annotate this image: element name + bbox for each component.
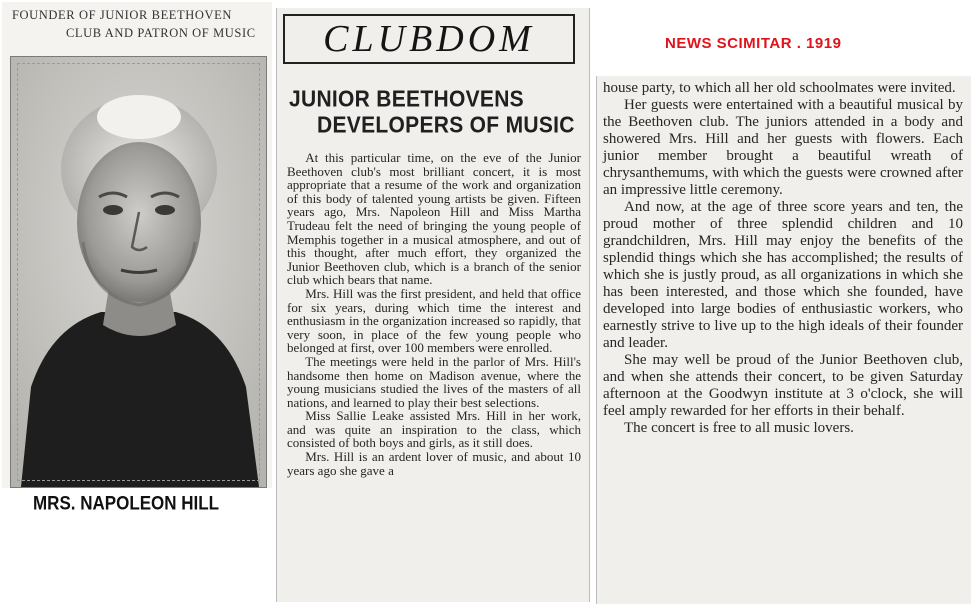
article-paragraph: Mrs. Hill is an ardent lover of music, and about 10 years ago she gave a — [287, 449, 581, 478]
masthead-title: CLUBDOM — [323, 18, 535, 60]
continued-paragraph: And now, at the age of three score years and ten, the proud mother of three splendid children and 10 grandchildren, Mrs. Hill may enjoy the benefits of the splendid things which she has accomplished; the results of which she is justly proud, as all organizations in which she has been interested, and those which she founded, have developed into large bodies of enthusiastic workers, who earnestly strive to live up to the high ideals of their founder and leader. — [603, 199, 963, 351]
woman-portrait-image — [11, 57, 266, 487]
continued-paragraph: Her guests were entertained with a beautiful musical by the Beethoven club. The juniors attended in a body and showered Mrs. Hill and her guests with flowers. Each junior member brought a beautiful wreath of chrysanthemums, with which the guests were crowned after an impressive little ceremony. — [603, 97, 963, 198]
portrait-caption-line2: CLUB AND PATRON OF MUSIC — [66, 26, 256, 40]
article-column — [276, 8, 590, 602]
continued-paragraph: house party, to which all her old schoolmates were invited. — [603, 80, 956, 96]
portrait-caption-line1: FOUNDER OF JUNIOR BEETHOVEN — [12, 8, 233, 22]
article-paragraph: Miss Sallie Leake assisted Mrs. Hill in her work, and was quite an inspiration to the class, which consisted of both boys and girls, as it still does. — [287, 408, 581, 451]
portrait-photo — [10, 56, 267, 488]
article-paragraph: At this particular time, on the eve of the Junior Beethoven club's most brilliant concert, it is most appropriate that a resume of the work and organization of this body of talented young artists be given. Fifteen years ago, Mrs. Napoleon Hill and Miss Martha Trudeau felt the need of bringing the young people of Memphis together in a musical atmosphere, and out of this thought, after much effort, they organized the Junior Beethoven club, which is a branch of the senior club which bears that name. — [287, 150, 581, 288]
continued-paragraph: She may well be proud of the Junior Beethoven club, and when she attends their concert, to be given Saturday afternoon at the Goodwyn institute at 3 o'clock, she will feel amply rewarded for her efforts in their behalf. — [603, 352, 963, 419]
portrait-name-caption: MRS. NAPOLEON HILL — [33, 492, 220, 515]
article-paragraph: Mrs. Hill was the first president, and held that office for six years, during which time the interest and enthusiasm in the organization increased so rapidly, that very soon, in place of the few young people who belonged at first, over 100 members were enrolled. — [287, 285, 581, 356]
article-body — [287, 151, 581, 477]
headline-line2: DEVELOPERS OF MUSIC — [317, 112, 575, 139]
masthead-box — [283, 14, 575, 64]
headline-line1: JUNIOR BEETHOVENS — [289, 86, 524, 113]
continued-body — [603, 80, 963, 437]
article-paragraph: The meetings were held in the parlor of Mrs. Hill's handsome then home on Madison avenue, where the young musicians studied the lives of the masters of all nations, and learned to play their best selections. — [287, 353, 581, 410]
portrait-panel — [2, 2, 272, 488]
source-label: NEWS SCIMITAR . 1919 — [665, 35, 842, 52]
continued-column — [596, 76, 971, 604]
continued-paragraph: The concert is free to all music lovers. — [624, 420, 854, 436]
